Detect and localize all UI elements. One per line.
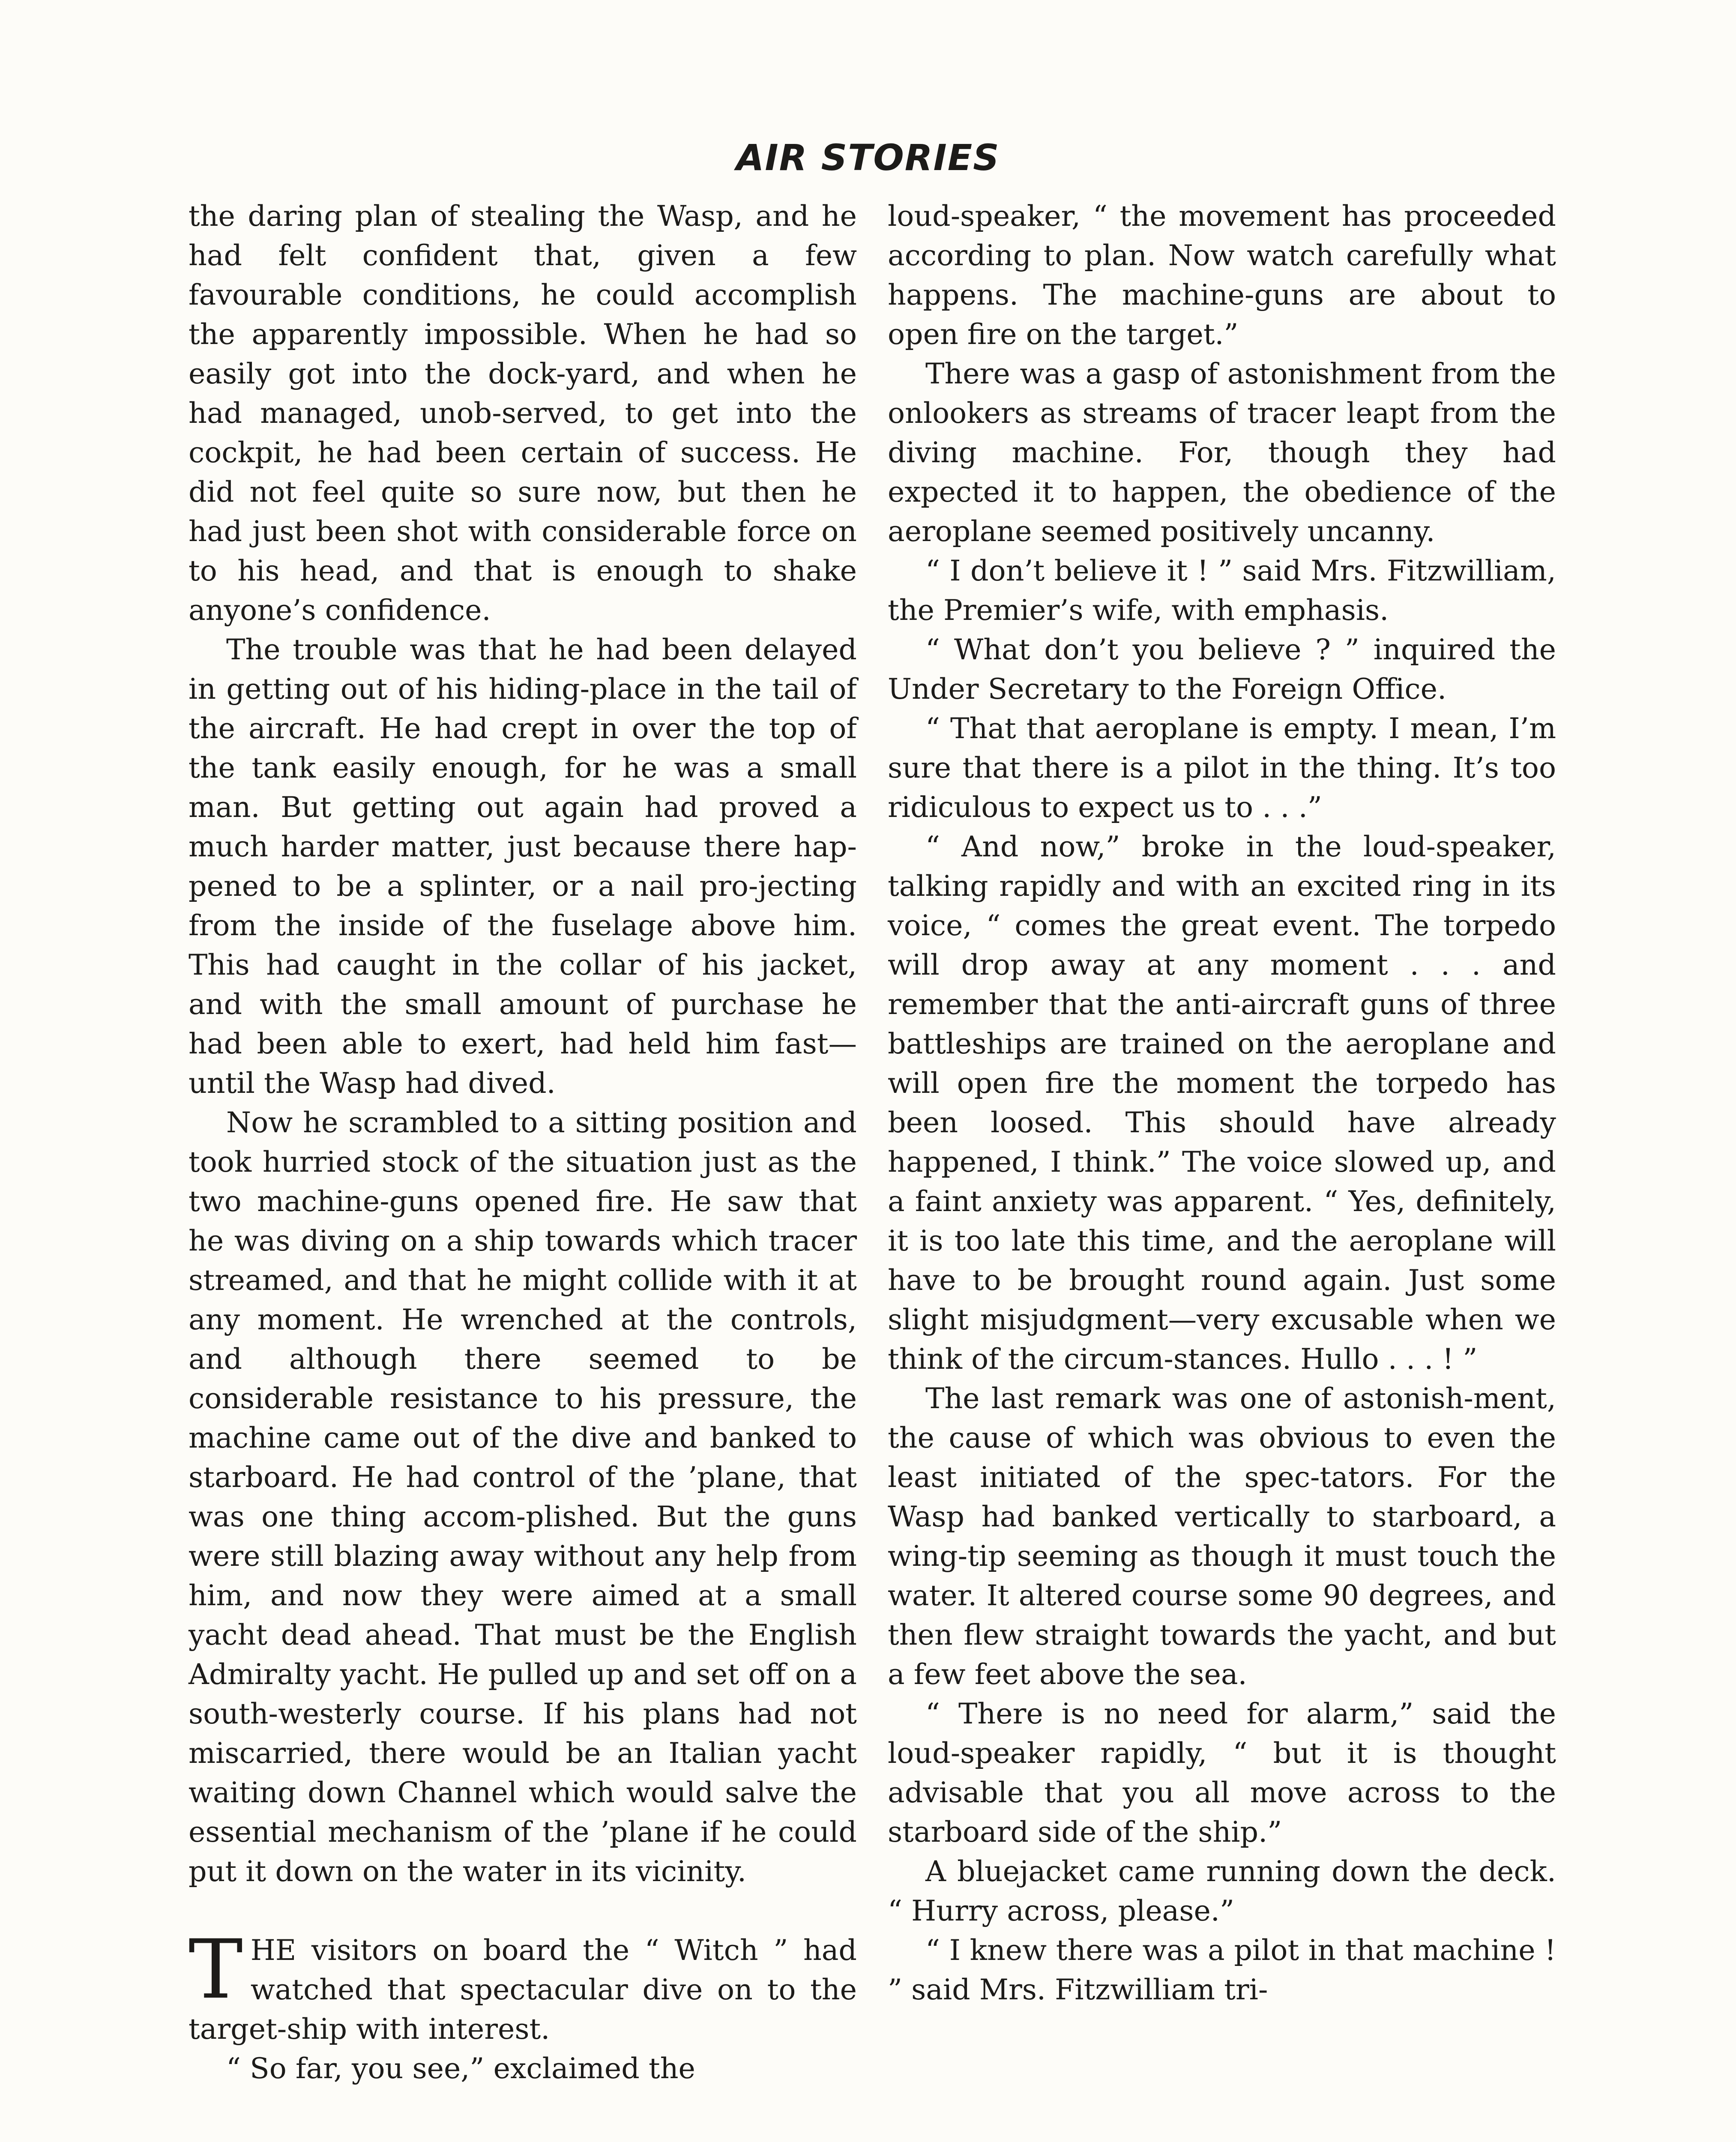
left-column [189, 196, 857, 2088]
drop-cap: T [189, 1922, 243, 2017]
paragraph: A bluejacket came running down the deck. “ Hurry across, please.” [888, 1855, 1556, 1927]
paragraph: “ What don’t you believe ? ” inquired the Under Secretary to the Foreign Office. [888, 633, 1556, 706]
page-header-title: AIR STORIES [736, 137, 1000, 179]
section-opening-text: HE visitors on board the “ Witch ” had watched that spectacular dive on to the target-ship with interest. [189, 1933, 857, 2046]
paragraph: “ So far, you see,” exclaimed the [226, 2052, 695, 2085]
paragraph: The trouble was that he had been delayed in getting out of his hiding-place in the tail of the aircraft. He had crept in over the top of the tank easily enough, for he was a small man. But getting out again had proved a much harder matter, just because there hap-pened to be a splinter, or a nail pro-jecting from the inside of the fuselage above him. This had caught in the collar of his jacket, and with the small amount of purchase he had been able to exert, had held him fast—until the Wasp had dived. [189, 633, 857, 1100]
paragraph: The last remark was one of astonish-ment, the cause of which was obvious to even the least initiated of the spec-tators. For the Wasp had banked vertically to starboard, a wing-tip seeming as though it must touch the water. It altered course some 90 degrees, and then flew straight towards the yacht, and but a few feet above the sea. [888, 1382, 1556, 1691]
paragraph: the daring plan of stealing the Wasp, and he had felt confident that, given a few favourable conditions, he could accomplish the apparently impossible. When he had so easily got into the dock-yard, and when he had managed, unob-served, to get into the cockpit, he had been certain of success. He did not feel quite so sure now, but then he had just been shot with considerable force on to his head, and that is enough to shake anyone’s confidence. [189, 199, 857, 627]
paragraph: “ That that aeroplane is empty. I mean, I’m sure that there is a pilot in the thing. It’s too ridiculous to expect us to . . .” [888, 712, 1556, 824]
paragraph: There was a gasp of astonishment from the onlookers as streams of tracer leapt from the diving machine. For, though they had expected it to happen, the obedience of the aeroplane seemed positively uncanny. [888, 357, 1556, 548]
paragraph: “ There is no need for alarm,” said the loud-speaker rapidly, “ but it is thought advisable that you all move across to the starboard side of the ship.” [888, 1697, 1556, 1849]
right-column [888, 196, 1556, 2009]
paragraph: “ I don’t believe it ! ” said Mrs. Fitzwilliam, the Premier’s wife, with emphasis. [888, 554, 1556, 627]
paragraph: “ I knew there was a pilot in that machine ! ” said Mrs. Fitzwilliam tri- [888, 1933, 1556, 2006]
paragraph: “ And now,” broke in the loud-speaker, talking rapidly and with an excited ring in its voice, “ comes the great event. The torpedo will drop away at any moment . . . and remember that the anti-aircraft guns of three battleships are trained on the aeroplane and will open fire the moment the torpedo has been loosed. This should have already happened, I think.” The voice slowed up, and a faint anxiety was apparent. “ Yes, definitely, it is too late this time, and the aeroplane will have to be brought round again. Just some slight misjudgment—very excusable when we think of the circum-stances. Hullo . . . ! ” [888, 830, 1556, 1376]
paragraph: loud-speaker, “ the movement has proceeded according to plan. Now watch carefully what happens. The machine-guns are about to open fire on the target.” [888, 199, 1556, 351]
section-opening-paragraph [189, 1922, 857, 2049]
paragraph: Now he scrambled to a sitting position and took hurried stock of the situation just as the two machine-guns opened fire. He saw that he was diving on a ship towards which tracer streamed, and that he might collide with it at any moment. He wrenched at the controls, and although there seemed to be considerable resistance to his pressure, the machine came out of the dive and banked to starboard. He had control of the ’plane, that was one thing accom-plished. But the guns were still blazing away without any help from him, and now they were aimed at a small yacht dead ahead. That must be the English Admiralty yacht. He pulled up and set off on a south-westerly course. If his plans had not miscarried, there would be an Italian yacht waiting down Channel which would salve the essential mechanism of the ’plane if he could put it down on the water in its vicinity. [189, 1106, 857, 1888]
